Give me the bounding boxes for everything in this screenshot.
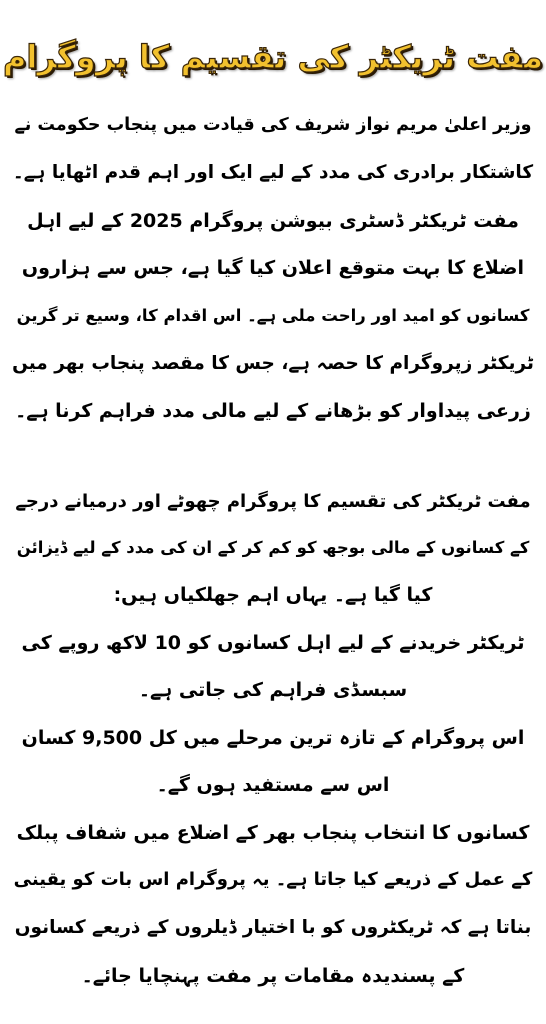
paragraph-2-line-4: ٹریکٹر خریدنے کے لیے اہل کسانوں کو 10 لاکھ روپے کی (21, 632, 525, 654)
paragraph-1-line-4: اضلاع کا بہت متوقع اعلان کیا گیا ہے، جس سے ہزاروں (21, 257, 525, 279)
paragraph-1-line-6: ٹریکٹر زپروگرام کا حصہ ہے، جس کا مقصد پنجاب بھر میں (12, 353, 534, 374)
paragraph-1-line-5: کسانوں کو امید اور راحت ملی ہے۔ اس اقدام کا، وسیع تر گرین (16, 306, 530, 325)
paragraph-2-line-1: مفت ٹریکٹر کی تقسیم کا پروگرام چھوٹے اور درمیانے درجے (15, 491, 531, 512)
paragraph-2-line-2: کے کسانوں کے مالی بوجھ کو کم کر کے ان کی مدد کے لیے ڈیزائن (16, 538, 530, 557)
paragraph-2-line-10: بناتا ہے کہ ٹریکٹروں کو با اختیار ڈیلروں کے ذریعے کسانوں (14, 917, 532, 938)
paragraph-2-line-8: کسانوں کا انتخاب پنجاب بھر کے اضلاع میں شفاف پبلک (16, 822, 530, 844)
paragraph-2-line-5: سبسڈی فراہم کی جاتی ہے۔ (138, 679, 408, 701)
paragraph-2-line-9: کے عمل کے ذریعے کیا جاتا ہے۔ یہ پروگرام اس بات کو یقینی (13, 869, 533, 890)
paragraph-1-line-7: زرعی پیداوار کو بڑھانے کے لیے مالی مدد فراہم کرنا ہے۔ (15, 400, 531, 422)
paragraph-2-line-6: اس پروگرام کے تازہ ترین مرحلے میں کل 9,500 کسان (21, 727, 525, 749)
paragraph-1-line-1: وزیر اعلیٰ مریم نواز شریف کی قیادت میں پنجاب حکومت نے (14, 115, 532, 135)
paragraph-2-line-3: کیا گیا ہے۔ یہاں اہم جھلکیاں ہیں: (113, 584, 433, 606)
paragraph-1-line-2: کاشتکار برادری کی مدد کے لیے ایک اور اہم قدم اٹھایا ہے۔ (12, 162, 534, 183)
paragraph-2-line-11: کے پسندیدہ مقامات پر مفت پہنچایا جائے۔ (81, 965, 465, 987)
paragraph-2-line-7: اس سے مستفید ہوں گے۔ (156, 774, 390, 796)
paragraph-1-line-3: مفت ٹریکٹر ڈسٹری بیوشن پروگرام 2025 کے لیے اہل (27, 210, 519, 232)
article-title: مفت ٹریکٹر کی تقسیم کا پروگرام (2, 38, 544, 76)
